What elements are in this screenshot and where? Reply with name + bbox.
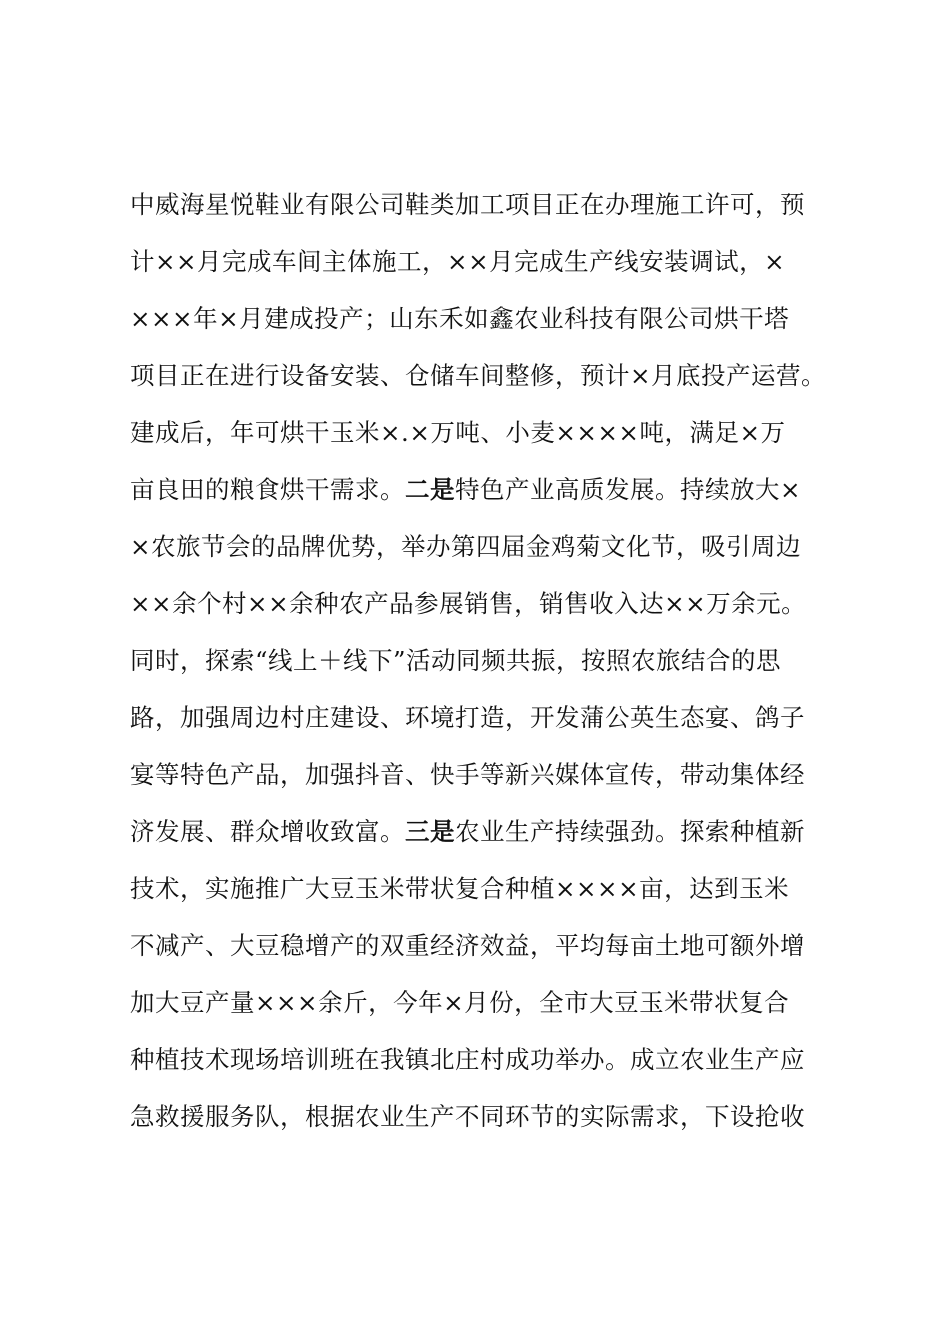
text-line: ×农旅节会的品牌优势，举办第四届金鸡菊文化节，吸引周边	[130, 532, 802, 561]
text-line: 路，加强周边村庄建设、环境打造，开发蒲公英生态宴、鸽子	[130, 703, 805, 732]
text-line: ×××年×月建成投产；山东禾如鑫农业科技有限公司烘干塔	[130, 304, 790, 333]
text-line: ××余个村××余种农产品参展销售，销售收入达××万余元。	[130, 589, 807, 618]
section-marker-three: 三是	[405, 817, 455, 846]
text-line: 不减产、大豆稳增产的双重经济效益，平均每亩土地可额外增	[130, 931, 805, 960]
body-paragraph	[130, 176, 850, 1145]
text-line: 中威海星悦鞋业有限公司鞋类加工项目正在办理施工许可，预	[130, 190, 805, 219]
section-marker-two: 二是	[405, 475, 455, 504]
text-line: 项目正在进行设备安装、仓储车间整修，预计×月底投产运营。	[130, 361, 827, 390]
text-line: 宴等特色产品，加强抖音、快手等新兴媒体宣传，带动集体经	[130, 760, 805, 789]
text-line: 建成后，年可烘干玉米×.×万吨、小麦××××吨，满足×万	[130, 418, 786, 447]
text-line: 加大豆产量×××余斤，今年×月份，全市大豆玉米带状复合	[130, 988, 790, 1017]
text-line: 种植技术现场培训班在我镇北庄村成功举办。成立农业生产应	[130, 1045, 805, 1074]
text-line: 计××月完成车间主体施工，××月完成生产线安装调试，×	[130, 247, 786, 276]
text-line: 急救援服务队，根据农业生产不同环节的实际需求，下设抢收	[130, 1102, 805, 1131]
text-line: 同时，探索“线上＋线下”活动同频共振，按照农旅结合的思	[130, 646, 782, 675]
text-line: 济发展、群众增收致富。三是农业生产持续强劲。探索种植新	[130, 817, 805, 846]
text-line: 亩良田的粮食烘干需求。二是特色产业高质发展。持续放大×	[130, 475, 802, 504]
text-line: 技术，实施推广大豆玉米带状复合种植××××亩，达到玉米	[130, 874, 790, 903]
